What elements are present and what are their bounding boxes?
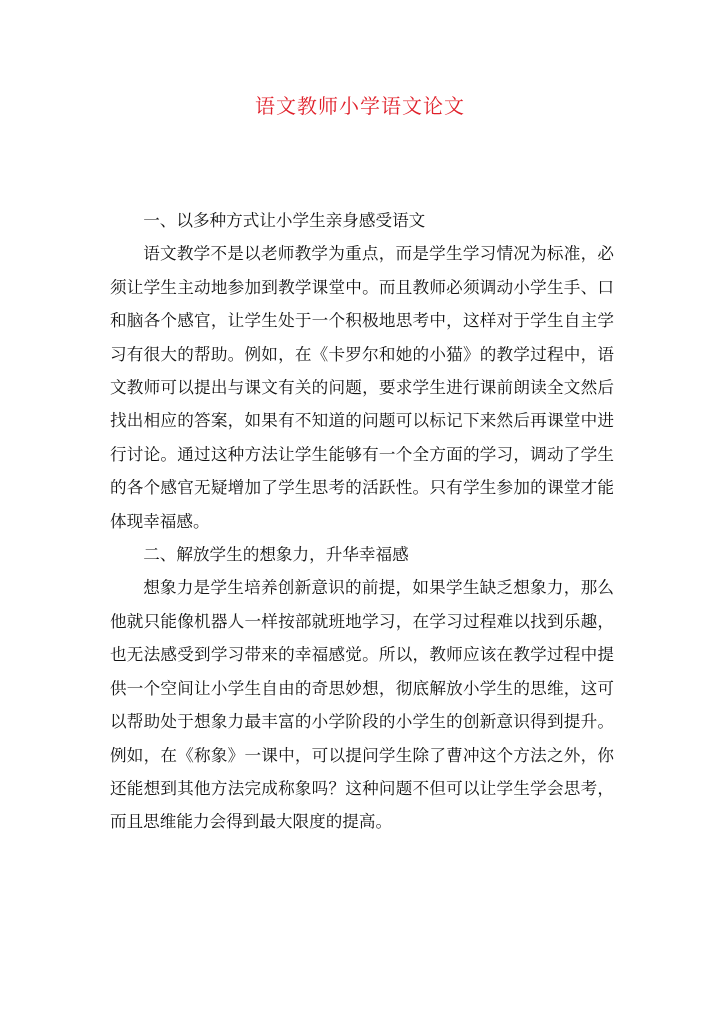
section-paragraph-1: 语文教学不是以老师教学为重点，而是学生学习情况为标准，必须让学生主动地参加到教学课堂中。而且教师必须调动小学生手、口和脑各个感官，让学生处于一个积极地思考中，这样对于学生自主学习有很大的帮助。例如，在《卡罗尔和她的小猫》的教学过程中，语文教师可以提出与课文有关的问题，要求学生进行课前朗读全文然后找出相应的答案，如果有不知道的问题可以标记下来然后再课堂中进行讨论。通过这种方法让学生能够有一个全方面的学习，调动了学生的各个感官无疑增加了学生思考的活跃性。只有学生参加的课堂才能体现幸福感。 [110, 244, 614, 531]
section-heading-2: 二、解放学生的想象力，升华幸福感 [143, 545, 409, 565]
section-paragraph-2: 想象力是学生培养创新意识的前提，如果学生缺乏想象力，那么他就只能像机器人一样按部就班地学习，在学习过程难以找到乐趣，也无法感受到学习带来的幸福感觉。所以，教师应该在教学过程中提供一个空间让小学生自由的奇思妙想，彻底解放小学生的思维，这可以帮助处于想象力最丰富的小学阶段的小学生的创新意识得到提升。例如，在《称象》一课中，可以提问学生除了曹冲这个方法之外，你还能想到其他方法完成称象吗？这种问题不但可以让学生学会思考，而且思维能力会得到最大限度的提高。 [110, 578, 614, 832]
document-body [110, 204, 614, 839]
document-title: 语文教师小学语文论文 [255, 94, 465, 118]
section-heading-1: 一、以多种方式让小学生亲身感受语文 [143, 211, 426, 230]
